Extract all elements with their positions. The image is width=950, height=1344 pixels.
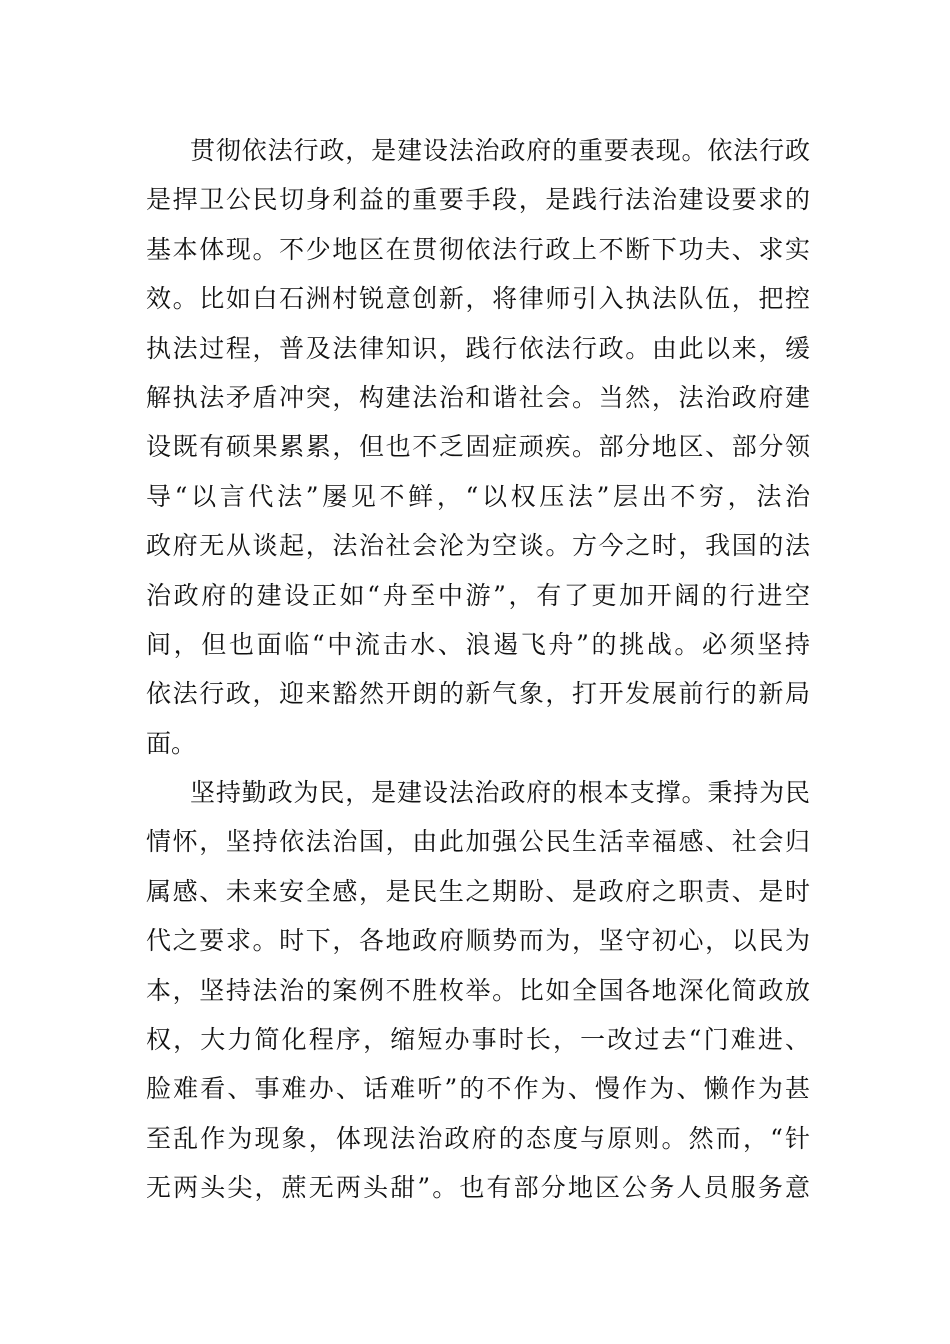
paragraph-1 bbox=[146, 126, 810, 768]
text-line: 治政府的建设正如“舟至中游”，有了更加开阔的行进空 bbox=[146, 580, 810, 610]
text-line: 导“以言代法”屡见不鲜，“以权压法”层出不穷，法治 bbox=[146, 481, 810, 511]
text-line: 面。 bbox=[146, 728, 197, 758]
paragraph-2 bbox=[146, 768, 810, 1213]
text-line: 间，但也面临“中流击水、浪遏飞舟”的挑战。必须坚持 bbox=[146, 629, 810, 659]
text-line: 脸难看、事难办、话难听”的不作为、慢作为、懒作为甚 bbox=[146, 1074, 810, 1104]
document-body bbox=[146, 126, 810, 1213]
text-line: 坚持勤政为民，是建设法治政府的根本支撑。秉持为民 bbox=[190, 778, 810, 808]
text-line: 本，坚持法治的案例不胜枚举。比如全国各地深化简政放 bbox=[146, 975, 810, 1005]
text-line: 情怀，坚持依法治国，由此加强公民生活幸福感、社会归 bbox=[146, 827, 810, 857]
text-line: 属感、未来安全感，是民生之期盼、是政府之职责、是时 bbox=[146, 876, 810, 906]
text-line: 依法行政，迎来豁然开朗的新气象，打开发展前行的新局 bbox=[146, 679, 810, 709]
text-line: 权，大力简化程序，缩短办事时长，一改过去“门难进、 bbox=[146, 1025, 810, 1055]
text-line: 无两头尖，蔗无两头甜”。也有部分地区公务人员服务意 bbox=[146, 1173, 810, 1203]
text-line: 基本体现。不少地区在贯彻依法行政上不断下功夫、求实 bbox=[146, 234, 810, 264]
text-line: 执法过程，普及法律知识，践行依法行政。由此以来，缓 bbox=[146, 333, 810, 363]
text-line: 设既有硕果累累，但也不乏固症顽疾。部分地区、部分领 bbox=[146, 432, 810, 462]
text-line: 代之要求。时下，各地政府顺势而为，坚守初心，以民为 bbox=[146, 926, 810, 956]
text-line: 政府无从谈起，法治社会沦为空谈。方今之时，我国的法 bbox=[146, 531, 810, 561]
text-line: 至乱作为现象，体现法治政府的态度与原则。然而，“针 bbox=[146, 1123, 810, 1153]
text-line: 解执法矛盾冲突，构建法治和谐社会。当然，法治政府建 bbox=[146, 382, 810, 412]
text-line: 贯彻依法行政，是建设法治政府的重要表现。依法行政 bbox=[190, 136, 810, 165]
text-line: 是捍卫公民切身利益的重要手段，是践行法治建设要求的 bbox=[146, 185, 810, 215]
text-line: 效。比如白石洲村锐意创新，将律师引入执法队伍，把控 bbox=[146, 284, 810, 314]
